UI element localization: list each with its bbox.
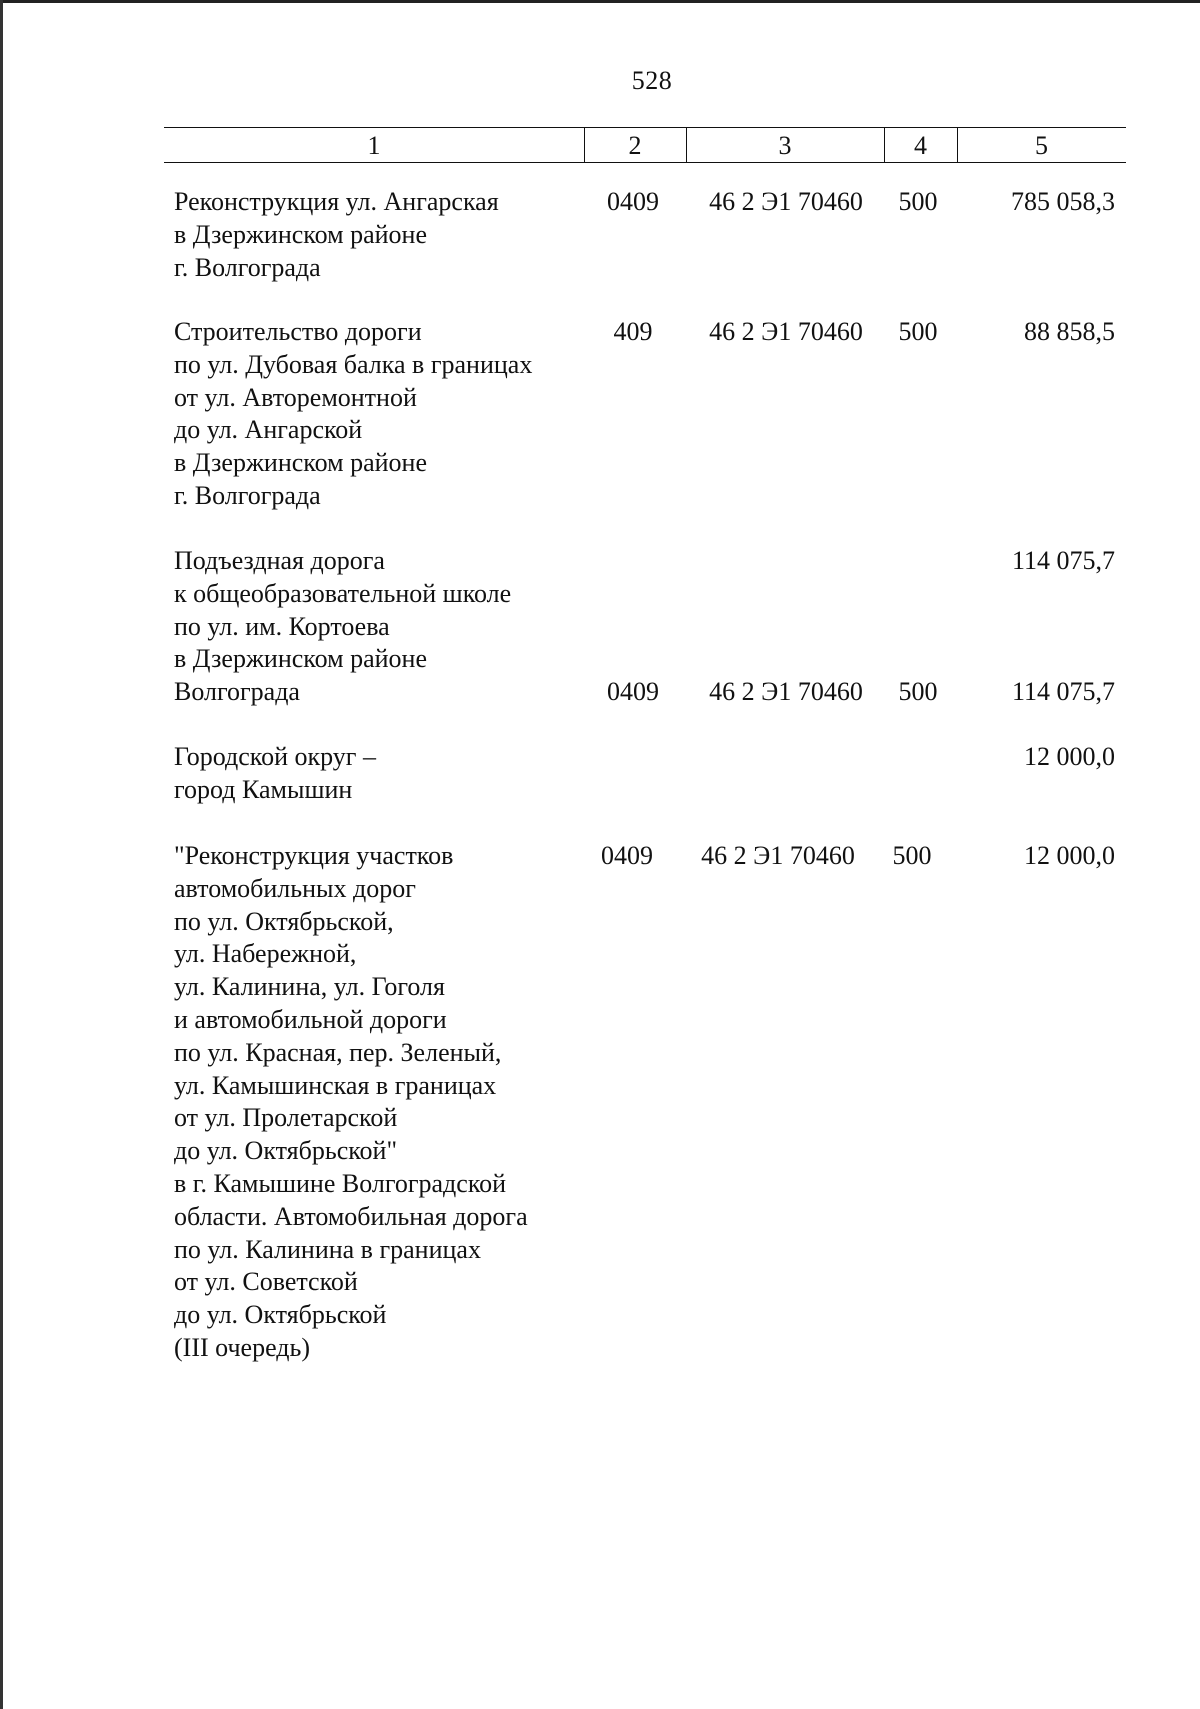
- row-code: 46 2 Э1 70460: [709, 677, 863, 706]
- row-amount: 12 000,0: [1024, 841, 1115, 870]
- row-code: 46 2 Э1 70460: [701, 841, 855, 870]
- row-section: 0409: [607, 187, 659, 216]
- page-number: 528: [631, 66, 673, 95]
- row-amount: 785 058,3: [1011, 187, 1115, 216]
- row-amount: 88 858,5: [1024, 317, 1115, 346]
- header-col-5: 5: [1035, 131, 1048, 160]
- row-section: 0409: [607, 677, 659, 706]
- row-name: "Реконструкция участков автомобильных дорог по ул. Октябрьской, ул. Набережной, ул. Калинина, ул. Гоголя и автомобильной дороги по ул. Красная, пер. Зеленый, ул. Камышинская в границах от ул. Пролетарской до ул. Октябрьской" в г. Камышине Волгоградской области. Автомобильная дорога по ул. Калинина в границах от ул. Советской до ул. Октябрьской (III очередь): [174, 841, 528, 1362]
- row-type: 500: [898, 187, 938, 216]
- header-col-1: 1: [164, 128, 585, 162]
- row-code: 46 2 Э1 70460: [709, 187, 863, 216]
- scan-edge-top: [0, 0, 1200, 3]
- row-name: Строительство дороги по ул. Дубовая балка в границах от ул. Авторемонтной до ул. Ангарской в Дзержинском районе г. Волгограда: [174, 317, 533, 510]
- row-name: Реконструкция ул. Ангарская в Дзержинском районе г. Волгограда: [174, 187, 499, 282]
- row-amount: 12 000,0: [1024, 742, 1115, 771]
- row-type: 500: [892, 841, 932, 870]
- header-col-4: 4: [884, 128, 958, 162]
- header-col-3: 3: [686, 128, 885, 162]
- row-type: 500: [898, 677, 938, 706]
- row-name: Городской округ – город Камышин: [174, 742, 376, 804]
- row-amount: 114 075,7: [1011, 677, 1115, 706]
- row-section: 409: [613, 317, 653, 346]
- row-code: 46 2 Э1 70460: [709, 317, 863, 346]
- row-section: 0409: [601, 841, 653, 870]
- row-type: 500: [898, 317, 938, 346]
- row-name: Подъездная дорога к общеобразовательной школе по ул. им. Кортоева в Дзержинском районе Волгограда: [174, 546, 512, 707]
- header-col-2: 2: [584, 128, 687, 162]
- scan-edge-left: [0, 0, 3, 1709]
- table-header: [164, 127, 1126, 163]
- row-amount-total: 114 075,7: [1011, 546, 1115, 575]
